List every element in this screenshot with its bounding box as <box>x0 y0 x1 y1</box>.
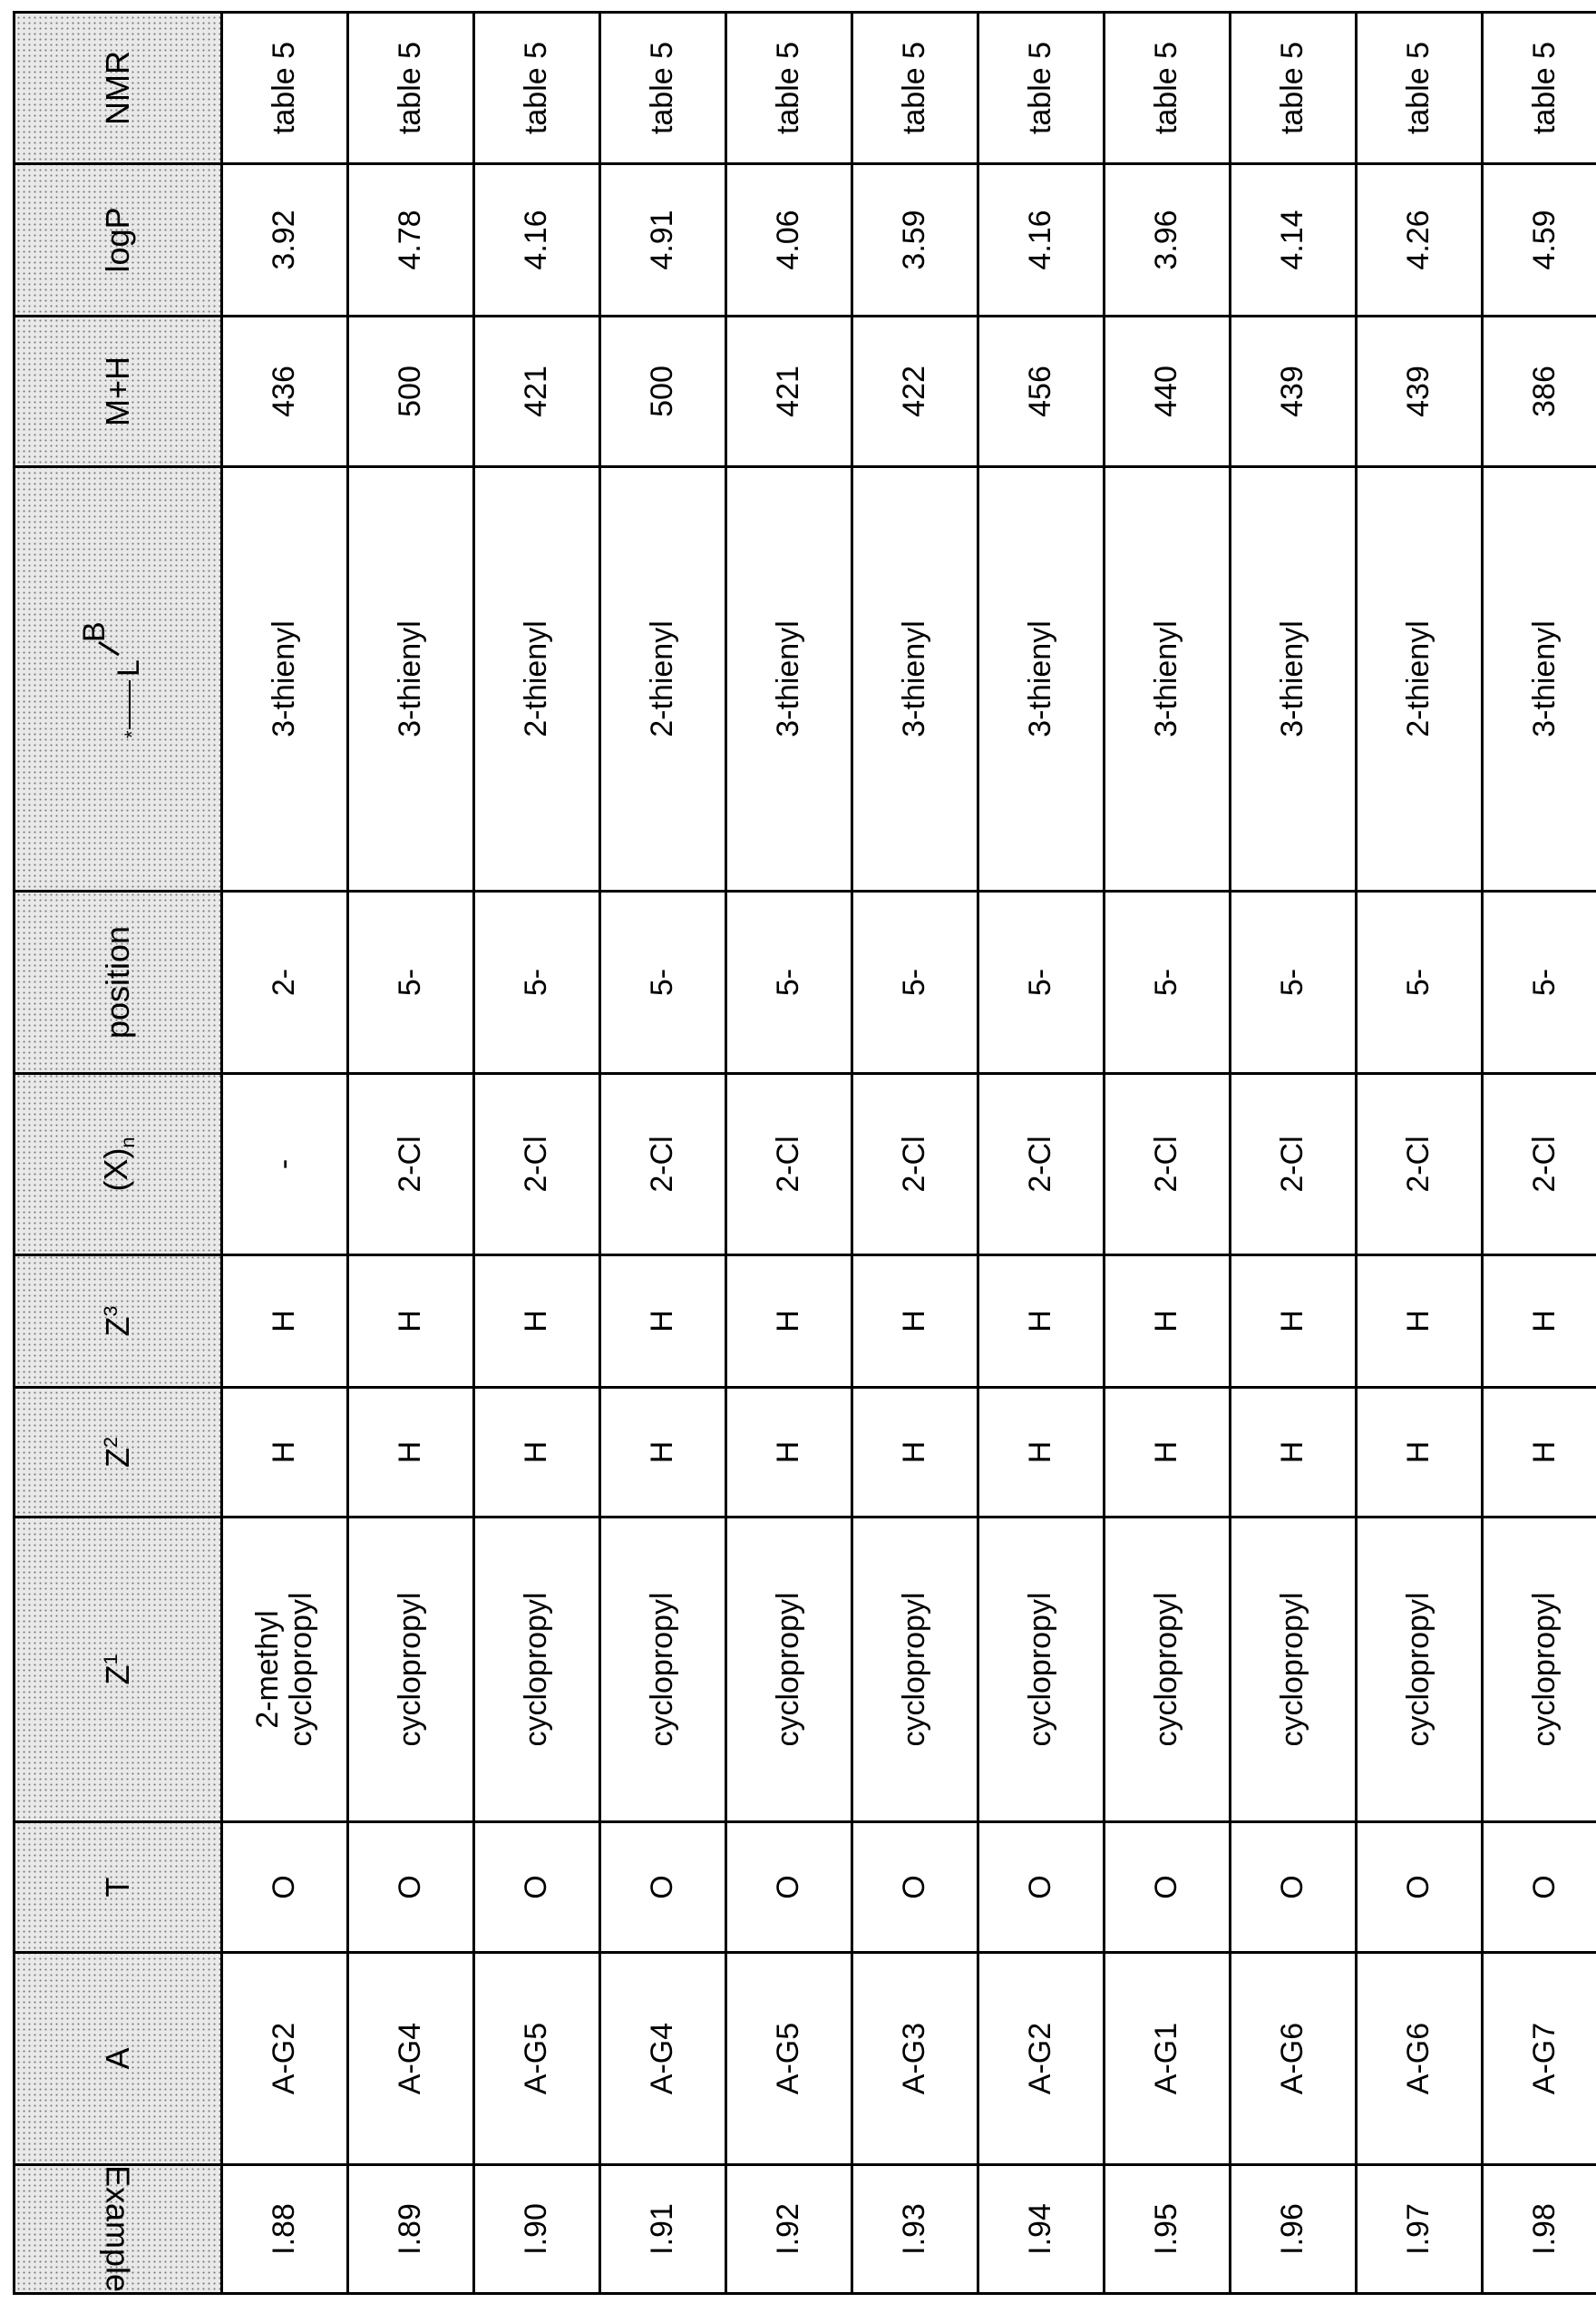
cell-position: 2- <box>222 892 348 1074</box>
header-z2 <box>15 1388 222 1517</box>
cell-xn: 2-Cl <box>348 1074 474 1255</box>
cell-nmr: table 5 <box>474 13 600 164</box>
cell-xn: 2-Cl <box>1357 1074 1483 1255</box>
cell-a: A-G2 <box>978 1953 1105 2165</box>
table-row <box>474 13 600 2294</box>
cell-xn: 2-Cl <box>600 1074 726 1255</box>
cell-t: O <box>600 1822 726 1953</box>
cell-z2: H <box>348 1388 474 1517</box>
header-z1-sup: 1 <box>99 1654 122 1665</box>
cell-xn: 2-Cl <box>1105 1074 1231 1255</box>
cell-example: I.94 <box>978 2165 1105 2294</box>
table-row <box>1357 13 1483 2294</box>
cell-nmr: table 5 <box>348 13 474 164</box>
cell-position: 5- <box>1105 892 1231 1074</box>
cell-nmr: table 5 <box>978 13 1105 164</box>
cell-z2: H <box>852 1388 978 1517</box>
cell-a: A-G7 <box>1483 1953 1596 2165</box>
table-row <box>222 13 348 2294</box>
cell-a: A-G5 <box>474 1953 600 2165</box>
cell-a: A-G5 <box>726 1953 852 2165</box>
cell-z2: H <box>978 1388 1105 1517</box>
cell-logp: 4.59 <box>1483 164 1596 317</box>
header-linker-b <box>15 467 222 892</box>
cell-z1: cyclopropyl <box>1105 1517 1231 1822</box>
linker-star: * <box>121 730 144 739</box>
cell-a: A-G6 <box>1231 1953 1357 2165</box>
cell-mh: 421 <box>474 317 600 467</box>
cell-logp: 4.91 <box>600 164 726 317</box>
cell-position: 5- <box>1483 892 1596 1074</box>
cell-nmr: table 5 <box>852 13 978 164</box>
cell-linker-b: 3-thienyl <box>1483 467 1596 892</box>
cell-xn: 2-Cl <box>1483 1074 1596 1255</box>
cell-z2: H <box>1231 1388 1357 1517</box>
cell-position: 5- <box>852 892 978 1074</box>
cell-logp: 4.16 <box>978 164 1105 317</box>
header-t <box>15 1822 222 1953</box>
cell-linker-b: 2-thienyl <box>600 467 726 892</box>
header-z3 <box>15 1255 222 1388</box>
cell-z2: H <box>474 1388 600 1517</box>
cell-z2: H <box>600 1388 726 1517</box>
cell-mh: 500 <box>600 317 726 467</box>
cell-example: I.91 <box>600 2165 726 2294</box>
table-row <box>726 13 852 2294</box>
cell-example: I.96 <box>1231 2165 1357 2294</box>
header-logp <box>15 164 222 317</box>
cell-logp: 3.96 <box>1105 164 1231 317</box>
table-row <box>1483 13 1596 2294</box>
cell-z2: H <box>1483 1388 1596 1517</box>
cell-nmr: table 5 <box>1357 13 1483 164</box>
table-row <box>852 13 978 2294</box>
cell-mh: 436 <box>222 317 348 467</box>
cell-mh: 500 <box>348 317 474 467</box>
cell-z2: H <box>1357 1388 1483 1517</box>
table-row <box>1231 13 1357 2294</box>
cell-logp: 3.92 <box>222 164 348 317</box>
cell-z1: cyclopropyl <box>348 1517 474 1822</box>
cell-t: O <box>1231 1822 1357 1953</box>
header-example <box>15 2165 222 2294</box>
cell-linker-b: 2-thienyl <box>1357 467 1483 892</box>
cell-a: A-G3 <box>852 1953 978 2165</box>
cell-logp: 4.14 <box>1231 164 1357 317</box>
cell-t: O <box>852 1822 978 1953</box>
cell-xn: 2-Cl <box>726 1074 852 1255</box>
cell-z3: H <box>1231 1255 1357 1388</box>
table-row <box>600 13 726 2294</box>
header-z3-sup: 3 <box>99 1305 122 1317</box>
cell-z3: H <box>348 1255 474 1388</box>
header-xn-label: (X) <box>96 1147 134 1192</box>
cell-nmr: table 5 <box>1483 13 1596 164</box>
cell-mh: 422 <box>852 317 978 467</box>
cell-nmr: table 5 <box>1231 13 1357 164</box>
cell-linker-b: 3-thienyl <box>726 467 852 892</box>
cell-nmr: table 5 <box>726 13 852 164</box>
cell-z1-line2: cyclopropyl <box>284 1592 318 1747</box>
cell-t: O <box>1357 1822 1483 1953</box>
header-xn-sub: n <box>115 1137 139 1148</box>
cell-z1: cyclopropyl <box>474 1517 600 1822</box>
cell-xn: 2-Cl <box>474 1074 600 1255</box>
cell-nmr: table 5 <box>1105 13 1231 164</box>
cell-position: 5- <box>726 892 852 1074</box>
cell-mh: 456 <box>978 317 1105 467</box>
cell-z2: H <box>726 1388 852 1517</box>
header-z2-sup: 2 <box>99 1437 122 1449</box>
header-z3-label: Z <box>99 1316 137 1337</box>
table-row <box>978 13 1105 2294</box>
cell-z1: cyclopropyl <box>600 1517 726 1822</box>
linker-structure-icon <box>73 616 155 743</box>
cell-nmr: table 5 <box>600 13 726 164</box>
header-nmr-label: NMR <box>99 51 137 125</box>
cell-z1: cyclopropyl <box>1231 1517 1357 1822</box>
cell-nmr: table 5 <box>222 13 348 164</box>
cell-xn: - <box>222 1074 348 1255</box>
table-row <box>348 13 474 2294</box>
cell-t: O <box>222 1822 348 1953</box>
cell-example: I.92 <box>726 2165 852 2294</box>
cell-example: I.89 <box>348 2165 474 2294</box>
cell-linker-b: 3-thienyl <box>978 467 1105 892</box>
cell-z1: cyclopropyl <box>1357 1517 1483 1822</box>
cell-position: 5- <box>348 892 474 1074</box>
cell-xn: 2-Cl <box>852 1074 978 1255</box>
cell-t: O <box>978 1822 1105 1953</box>
cell-position: 5- <box>600 892 726 1074</box>
header-row <box>15 13 222 2294</box>
cell-logp: 4.26 <box>1357 164 1483 317</box>
cell-a: A-G4 <box>348 1953 474 2165</box>
linker-l: L <box>112 659 147 678</box>
cell-a: A-G1 <box>1105 1953 1231 2165</box>
cell-z1 <box>222 1517 348 1822</box>
header-logp-label: logP <box>99 207 137 273</box>
cell-mh: 386 <box>1483 317 1596 467</box>
cell-z2: H <box>1105 1388 1231 1517</box>
cell-position: 5- <box>474 892 600 1074</box>
cell-z3: H <box>978 1255 1105 1388</box>
compound-data-table <box>13 11 1596 2295</box>
cell-position: 5- <box>1231 892 1357 1074</box>
cell-example: I.97 <box>1357 2165 1483 2294</box>
cell-xn: 2-Cl <box>1231 1074 1357 1255</box>
cell-z1: cyclopropyl <box>852 1517 978 1822</box>
cell-z1-line1: 2-methyl <box>249 1610 285 1729</box>
header-position <box>15 892 222 1074</box>
header-t-label: T <box>99 1877 137 1898</box>
header-z1-label: Z <box>99 1664 137 1685</box>
cell-z3: H <box>1483 1255 1596 1388</box>
header-mh <box>15 317 222 467</box>
header-example-label: Example <box>99 2164 137 2292</box>
cell-a: A-G4 <box>600 1953 726 2165</box>
cell-z3: H <box>1105 1255 1231 1388</box>
cell-linker-b: 3-thienyl <box>348 467 474 892</box>
cell-z3: H <box>726 1255 852 1388</box>
table-row <box>1105 13 1231 2294</box>
linker-b: B <box>77 621 112 643</box>
header-xn <box>15 1074 222 1255</box>
cell-position: 5- <box>1357 892 1483 1074</box>
cell-z3: H <box>600 1255 726 1388</box>
cell-z3: H <box>474 1255 600 1388</box>
cell-mh: 421 <box>726 317 852 467</box>
cell-t: O <box>1483 1822 1596 1953</box>
rotated-table-container <box>13 14 1585 2295</box>
cell-mh: 440 <box>1105 317 1231 467</box>
cell-example: I.95 <box>1105 2165 1231 2294</box>
header-z2-label: Z <box>99 1448 137 1469</box>
cell-xn: 2-Cl <box>978 1074 1105 1255</box>
cell-example: I.93 <box>852 2165 978 2294</box>
cell-mh: 439 <box>1231 317 1357 467</box>
cell-z2: H <box>222 1388 348 1517</box>
cell-logp: 3.59 <box>852 164 978 317</box>
cell-position: 5- <box>978 892 1105 1074</box>
cell-z3: H <box>222 1255 348 1388</box>
cell-mh: 439 <box>1357 317 1483 467</box>
header-a <box>15 1953 222 2165</box>
cell-linker-b: 3-thienyl <box>852 467 978 892</box>
cell-t: O <box>726 1822 852 1953</box>
cell-linker-b: 3-thienyl <box>1231 467 1357 892</box>
cell-logp: 4.06 <box>726 164 852 317</box>
header-z1 <box>15 1517 222 1822</box>
cell-linker-b: 3-thienyl <box>1105 467 1231 892</box>
cell-z1: cyclopropyl <box>1483 1517 1596 1822</box>
cell-t: O <box>474 1822 600 1953</box>
cell-logp: 4.78 <box>348 164 474 317</box>
cell-t: O <box>1105 1822 1231 1953</box>
cell-z1: cyclopropyl <box>978 1517 1105 1822</box>
cell-a: A-G2 <box>222 1953 348 2165</box>
cell-example: I.98 <box>1483 2165 1596 2294</box>
cell-example: I.88 <box>222 2165 348 2294</box>
cell-linker-b: 3-thienyl <box>222 467 348 892</box>
cell-linker-b: 2-thienyl <box>474 467 600 892</box>
cell-t: O <box>348 1822 474 1953</box>
cell-a: A-G6 <box>1357 1953 1483 2165</box>
cell-logp: 4.16 <box>474 164 600 317</box>
header-nmr <box>15 13 222 164</box>
header-mh-label: M+H <box>99 356 137 427</box>
cell-example: I.90 <box>474 2165 600 2294</box>
cell-z3: H <box>1357 1255 1483 1388</box>
cell-z1: cyclopropyl <box>726 1517 852 1822</box>
header-a-label: A <box>99 2047 137 2070</box>
cell-z3: H <box>852 1255 978 1388</box>
header-position-label: position <box>99 925 137 1039</box>
